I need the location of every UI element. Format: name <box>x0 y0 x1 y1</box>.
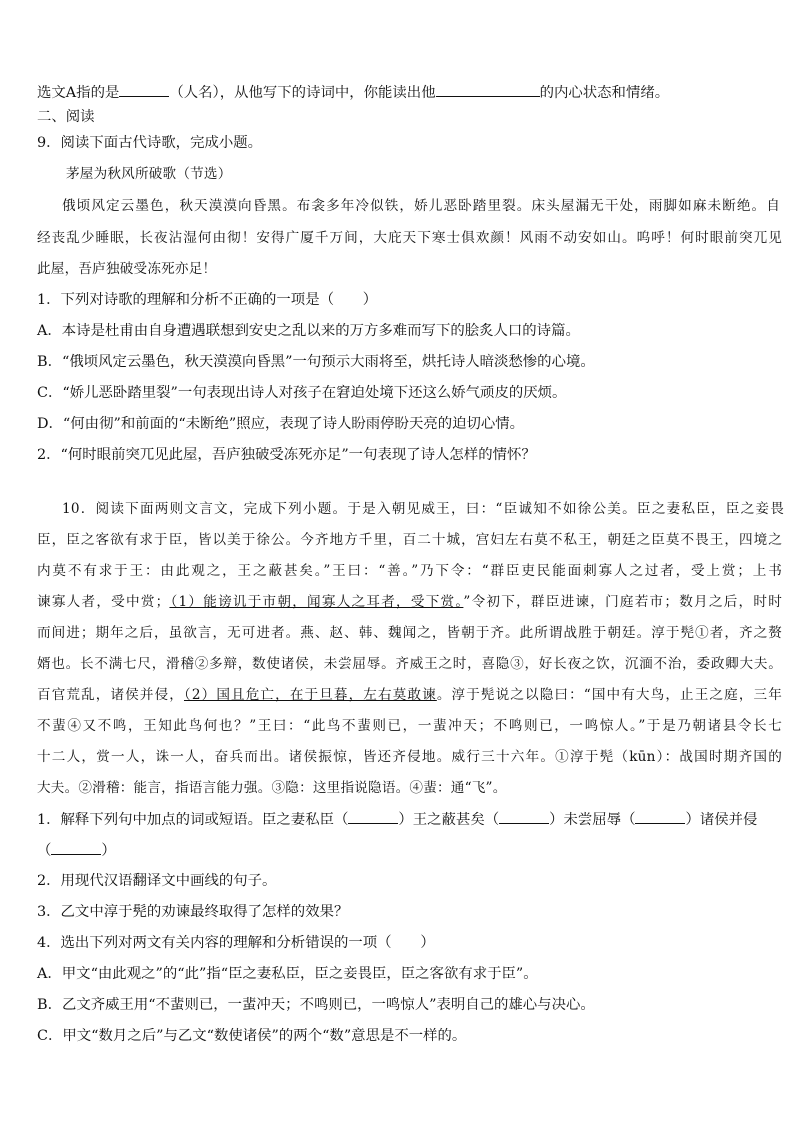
q10-sub2: 2．用现代汉语翻译文中画线的句子。 <box>37 873 277 889</box>
q10-line-text: 。淳于髡说之以隐曰：“国中有大鸟，止王之庭，三年 <box>436 687 783 703</box>
q10-option-b: B．乙文齐威王用“不蜚则已，一蜚冲天；不鸣则已，一鸣惊人”表明自己的雄心与决心。 <box>37 997 595 1013</box>
answer-blank[interactable] <box>348 809 398 824</box>
q10-line: 内莫不有求于王：由此观之，王之蔽甚矣。”王曰：“善。”乃下令：“群臣吏民能面刺寡人之过者，受上赏；上书 <box>37 563 782 579</box>
sub1-text: ）王之蔽甚矣（ <box>398 812 500 828</box>
q10-sub3: 3．乙文中淳于髡的劝谏最终取得了怎样的效果？ <box>37 904 349 920</box>
answer-blank[interactable] <box>51 840 101 855</box>
q9-sub1: 1．下列对诗歌的理解和分析不正确的一项是（ ） <box>37 292 378 308</box>
intro-before: 选文A指的是 <box>37 85 120 101</box>
q10-line: 10．阅读下面两则文言文，完成下列小题。于是入朝见威王，曰：“臣诚知不如徐公美。臣之妻私臣，臣之妾畏 <box>62 501 784 517</box>
q10-option-c: C．甲文“数月之后”与乙文“数使诸侯”的两个“数”意思是不一样的。 <box>37 1028 467 1044</box>
q10-line: 十二人，赏一人，诛一人，奋兵而出。诸侯振惊，皆还齐侵地。威行三十六年。①淳于髡（kūn）：战国时期齐国的 <box>37 749 782 765</box>
q9-option-d: D．“何由彻”和前面的“未断绝”照应，表现了诗人盼雨停盼天亮的迫切心情。 <box>37 416 525 432</box>
q10-line: 臣，臣之客欲有求于臣，皆以美于徐公。今齐地方千里，百二十城，宫妇左右莫不私王，朝廷之臣莫不畏王，四境之 <box>37 532 782 548</box>
poem-line: 经丧乱少睡眠，长夜沾湿何由彻！安得广厦千万间，大庇天下寒士俱欢颜！风雨不动安如山。呜呼！何时眼前突兀见 <box>37 230 782 246</box>
q10-line-text: ”令初下，群臣进谏，门庭若市；数月之后，时时 <box>463 594 783 610</box>
q9-option-b: B．“俄顷风定云墨色，秋天漠漠向昏黑”一句预示大雨将至，烘托诗人暗淡愁惨的心境。 <box>37 354 595 370</box>
q10-line-text: 谏寡人者，受中赏； <box>37 594 170 610</box>
q10-sub1-cont <box>37 840 759 861</box>
sub1-text: ） <box>101 843 116 859</box>
intro-after: 的内心状态和情绪。 <box>539 85 670 101</box>
q10-line: 大夫。②滑稽：能言，指语言能力强。③隐：这里指说隐语。④蜚：通“飞”。 <box>37 780 507 796</box>
q10-sub4: 4．选出下列对两文有关内容的理解和分析错误的一项（ ） <box>37 935 435 951</box>
q10-sub1 <box>37 809 782 830</box>
q9-option-c: C．“娇儿恶卧踏里裂”一句表现出诗人对孩子在窘迫处境下还这么娇气顽皮的厌烦。 <box>37 385 567 401</box>
poem-line: 俄顷风定云墨色，秋天漠漠向昏黑。布衾多年冷似铁，娇儿恶卧踏里裂。床头屋漏无干处，雨脚如麻未断绝。自 <box>62 198 780 214</box>
answer-blank[interactable] <box>499 809 549 824</box>
q10-line: 而间进；期年之后，虽欲言，无可进者。燕、赵、韩、魏闻之，皆朝于齐。此所谓战胜于朝廷。淳于髡①者，齐之赘 <box>37 625 782 641</box>
sub1-text: ）诸侯并侵 <box>685 812 758 828</box>
q9-sub2: 2．“何时眼前突兀见此屋，吾庐独破受冻死亦足”一句表现了诗人怎样的情怀？ <box>37 447 536 463</box>
sub1-text: 1．解释下列句中加点的词或短语。臣之妻私臣（ <box>37 812 349 828</box>
intro-line <box>37 82 759 103</box>
poem-line: 此屋，吾庐独破受冻死亦足！ <box>37 261 217 277</box>
sub1-text: （ <box>37 843 52 859</box>
underlined-sentence-2: （2）国且危亡，在于旦暮，左右莫敢谏 <box>183 687 437 703</box>
q9-heading: 9．阅读下面古代诗歌，完成小题。 <box>37 135 263 151</box>
poem-title: 茅屋为秋风所破歌（节选） <box>66 166 232 182</box>
answer-blank[interactable] <box>436 82 540 97</box>
section-heading: 二、阅读 <box>37 109 95 125</box>
intro-mid: （人名），从他写下的诗词中，你能读出他 <box>169 85 436 101</box>
q10-line <box>37 685 782 705</box>
q10-line <box>37 592 782 612</box>
answer-blank[interactable] <box>635 809 685 824</box>
q10-line: 婿也。长不满七尺，滑稽②多辩，数使诸侯，未尝屈辱。齐威王之时，喜隐③，好长夜之饮，沉湎不治，委政卿大夫。 <box>37 656 782 672</box>
sub1-text: ）未尝屈辱（ <box>549 812 636 828</box>
q9-option-a: A．本诗是杜甫由自身遭遇联想到安史之乱以来的万方多难而写下的脍炙人口的诗篇。 <box>37 323 580 339</box>
q10-line: 不蜚④又不鸣，王知此鸟何也？”王曰：“此鸟不蜚则已，一蜚冲天；不鸣则已，一鸣惊人。”于是乃朝诸县令长七 <box>37 718 782 734</box>
q10-option-a: A．甲文“由此观之”的“此”指“臣之妻私臣，臣之妾畏臣，臣之客欲有求于臣”。 <box>37 966 538 982</box>
q10-line-text: 百官荒乱，诸侯并侵， <box>37 687 184 703</box>
underlined-sentence-1: （1）能谤讥于市朝，闻寡人之耳者，受下赏。 <box>169 594 464 610</box>
answer-blank[interactable] <box>119 82 169 97</box>
